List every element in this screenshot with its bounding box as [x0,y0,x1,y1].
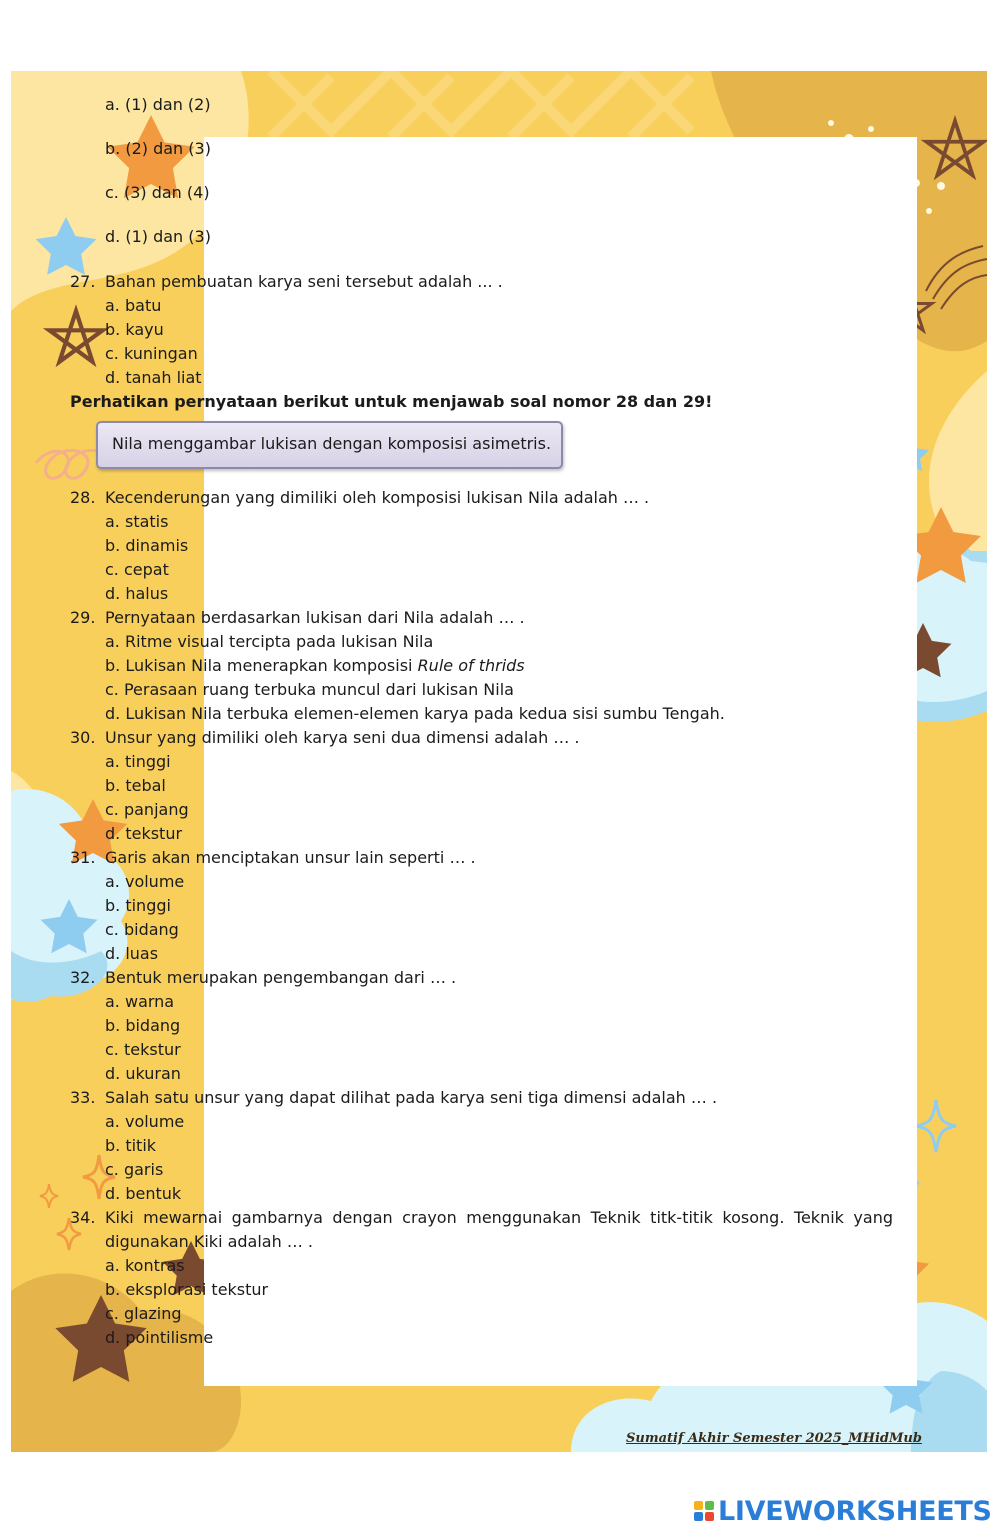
question-31-option-d: d. luas [105,944,159,963]
question-28-option-b: b. dinamis [105,536,189,555]
option-d-top: d. (1) dan (3) [105,227,211,246]
question-31-option-a: a. volume [105,872,185,891]
question-33-number: 33. [70,1088,96,1107]
question-31-text: Garis akan menciptakan unsur lain seperti … . [105,848,476,867]
question-32-option-b: b. bidang [105,1016,181,1035]
liveworksheets-logo[interactable] [694,1496,992,1526]
question-34-number: 34. [70,1208,96,1227]
question-34-option-d: d. pointilisme [105,1328,214,1347]
question-29-text: Pernyataan berdasarkan lukisan dari Nila adalah … . [105,608,525,627]
question-33-option-b: b. titik [105,1136,157,1155]
question-27-option-c: c. kuningan [105,344,198,363]
question-27-option-b: b. kayu [105,320,164,339]
question-33-option-a: a. volume [105,1112,185,1131]
question-34-text-line2: digunakan Kiki adalah … . [105,1232,314,1251]
question-31-option-b: b. tinggi [105,896,171,915]
question-28-option-c: c. cepat [105,560,169,579]
question-29-option-b [105,654,525,678]
option-a-top: a. (1) dan (2) [105,95,211,114]
footer-caption: Sumatif Akhir Semester 2025_MHidMub [626,1431,922,1446]
question-32-option-c: c. tekstur [105,1040,181,1059]
question-28-option-d: d. halus [105,584,169,603]
question-33-text: Salah satu unsur yang dapat dilihat pada karya seni tiga dimensi adalah … . [105,1088,718,1107]
question-33-option-d: d. bentuk [105,1184,182,1203]
question-32-option-d: d. ukuran [105,1064,181,1083]
question-29-option-c: c. Perasaan ruang terbuka muncul dari lukisan Nila [105,680,514,699]
option-c-top: c. (3) dan (4) [105,183,210,202]
question-29-option-d: d. Lukisan Nila terbuka elemen-elemen karya pada kedua sisi sumbu Tengah. [105,704,725,723]
question-34-option-b: b. eksplorasi tekstur [105,1280,269,1299]
logo-grid-icon [694,1501,714,1521]
question-30-option-c: c. panjang [105,800,189,819]
question-29-number: 29. [70,608,96,627]
question-32-option-a: a. warna [105,992,175,1011]
question-30-option-a: a. tinggi [105,752,171,771]
question-30-text: Unsur yang dimiliki oleh karya seni dua dimensi adalah … . [105,728,580,747]
question-29-option-b-italic: Rule of thrids [417,656,525,675]
question-27-number: 27. [70,272,96,291]
question-31-option-c: c. bidang [105,920,179,939]
instruction-heading: Perhatikan pernyataan berikut untuk menjawab soal nomor 28 dan 29! [70,392,713,411]
question-33-option-c: c. garis [105,1160,164,1179]
question-34-option-a: a. kontras [105,1256,185,1275]
option-b-top: b. (2) dan (3) [105,139,211,158]
question-32-number: 32. [70,968,96,987]
question-28-option-a: a. statis [105,512,169,531]
question-27-option-a: a. batu [105,296,162,315]
question-32-text: Bentuk merupakan pengembangan dari … . [105,968,457,987]
statement-callout-text: Nila menggambar lukisan dengan komposisi asimetris. [112,434,552,453]
brand-wordmark: LIVEWORKSHEETS [718,1495,992,1527]
question-30-option-d: d. tekstur [105,824,183,843]
question-27-text: Bahan pembuatan karya seni tersebut adalah ... . [105,272,503,291]
question-34-text-line1: Kiki mewarnai gambarnya dengan crayon menggunakan Teknik titk-titik kosong. Teknik yang [105,1208,893,1227]
question-27-option-d: d. tanah liat [105,368,202,387]
question-28-number: 28. [70,488,96,507]
question-30-number: 30. [70,728,96,747]
question-30-option-b: b. tebal [105,776,166,795]
statement-callout-box [96,421,563,469]
question-28-text: Kecenderungan yang dimiliki oleh komposisi lukisan Nila adalah … . [105,488,650,507]
question-34-option-c: c. glazing [105,1304,182,1323]
question-29-option-a: a. Ritme visual tercipta pada lukisan Nila [105,632,434,651]
question-29-option-b-text: b. Lukisan Nila menerapkan komposisi [105,656,418,675]
question-31-number: 31. [70,848,96,867]
